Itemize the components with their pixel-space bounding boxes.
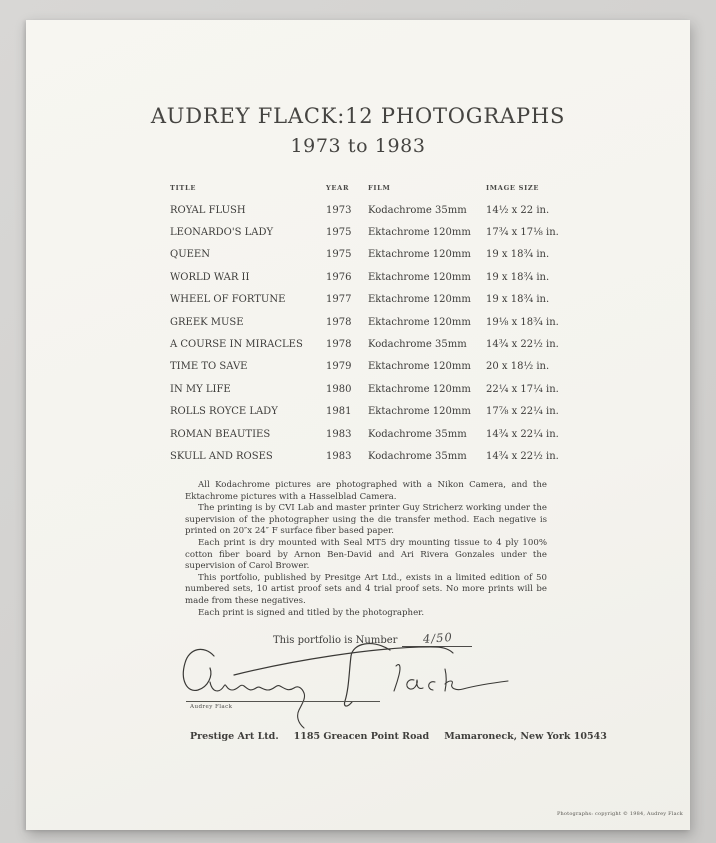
cell-year: 1977 <box>326 294 352 306</box>
table-row <box>170 445 626 467</box>
cell-film: Ektachrome 120mm <box>368 406 471 418</box>
cell-year: 1975 <box>326 249 352 261</box>
table-row <box>170 333 626 355</box>
edition-number-handwritten: 4/50 <box>422 629 453 647</box>
cell-size: 19 x 18¾ in. <box>486 271 550 283</box>
cell-film: Ektachrome 120mm <box>368 316 471 328</box>
cell-size: 20 x 18½ in. <box>486 361 550 373</box>
publisher-city: Mamaroneck, New York 10543 <box>444 731 607 742</box>
header-year: YEAR <box>326 184 350 192</box>
cell-year: 1978 <box>326 339 352 351</box>
cell-year: 1978 <box>326 316 352 328</box>
cell-film: Ektachrome 120mm <box>368 271 471 283</box>
signature-rule <box>186 701 380 702</box>
cell-size: 17¾ x 17⅛ in. <box>486 227 559 239</box>
table-row <box>170 423 626 445</box>
catalog-body <box>170 199 626 468</box>
cell-title: ROYAL FLUSH <box>170 204 246 216</box>
cell-year: 1983 <box>326 450 352 462</box>
cell-size: 14¾ x 22½ in. <box>486 450 559 462</box>
colophon-paragraph: All Kodachrome pictures are photographed with a Nikon Camera, and the Ektachrome pictures with a Hasselblad Camera. <box>185 480 547 502</box>
table-row <box>170 356 626 378</box>
cell-size: 19 x 18¾ in. <box>486 294 550 306</box>
table-row <box>170 244 626 266</box>
cell-title: A COURSE IN MIRACLES <box>170 339 303 351</box>
cell-size: 14¾ x 22¼ in. <box>486 428 559 440</box>
signature-printed-name: Audrey Flack <box>190 704 233 710</box>
cell-title: WHEEL OF FORTUNE <box>170 294 286 306</box>
cell-title: IN MY LIFE <box>170 383 231 395</box>
table-row <box>170 378 626 400</box>
cell-title: WORLD WAR II <box>170 271 250 283</box>
header-image-size: IMAGE SIZE <box>486 184 540 192</box>
table-row <box>170 289 626 311</box>
cell-title: TIME TO SAVE <box>170 361 248 373</box>
cell-year: 1981 <box>326 406 352 418</box>
table-row <box>170 199 626 221</box>
cell-title: QUEEN <box>170 249 210 261</box>
cell-film: Kodachrome 35mm <box>368 428 467 440</box>
cell-film: Ektachrome 120mm <box>368 294 471 306</box>
colophon-paragraph: The printing is by CVI Lab and master printer Guy Stricherz working under the supervision of the photographer using the die transfer method. Each negative is printed on 20″x 24″ F surface fiber based paper. <box>185 503 547 537</box>
cell-size: 19 x 18¾ in. <box>486 249 550 261</box>
cell-film: Ektachrome 120mm <box>368 361 471 373</box>
cell-title: GREEK MUSE <box>170 316 244 328</box>
cell-year: 1973 <box>326 204 352 216</box>
cell-size: 22¼ x 17¼ in. <box>486 383 559 395</box>
table-row <box>170 311 626 333</box>
catalog-header <box>170 176 626 199</box>
publisher-address: 1185 Greacen Point Road <box>293 731 430 742</box>
cell-year: 1979 <box>326 361 352 373</box>
cell-title: LEONARDO'S LADY <box>170 227 274 239</box>
colophon-paragraph: This portfolio, published by Presitge Art Ltd., exists in a limited edition of 50 numbered sets, 10 artist proof sets and 4 trial proof sets. No more prints will be made from these negatives. <box>185 572 547 606</box>
publisher-line <box>190 731 607 742</box>
colophon <box>185 480 547 619</box>
edition-label: This portfolio is Number <box>273 635 398 646</box>
header-title: TITLE <box>170 184 197 192</box>
cell-film: Ektachrome 120mm <box>368 249 471 261</box>
cell-size: 14½ x 22 in. <box>486 204 550 216</box>
cell-year: 1983 <box>326 428 352 440</box>
cell-film: Kodachrome 35mm <box>368 339 467 351</box>
table-row <box>170 221 626 243</box>
colophon-paragraph: Each print is dry mounted with Seal MT5 dry mounting tissue to 4 ply 100% cotton fiber board by Arnon Ben-David and Ari Rivera Gonzales under the supervision of Carol Brower. <box>185 537 547 572</box>
page-title: AUDREY FLACK:12 PHOTOGRAPHS <box>150 104 566 128</box>
header-film: FILM <box>368 184 391 192</box>
table-row <box>170 266 626 288</box>
colophon-paragraph: Each print is signed and titled by the photographer. <box>198 607 425 618</box>
publisher-name: Prestige Art Ltd. <box>190 731 279 742</box>
catalog-table <box>170 176 626 468</box>
portfolio-colophon-page <box>26 20 690 830</box>
cell-film: Kodachrome 35mm <box>368 450 467 462</box>
cell-title: SKULL AND ROSES <box>170 450 273 462</box>
cell-film: Ektachrome 120mm <box>368 383 471 395</box>
cell-film: Kodachrome 35mm <box>368 204 467 216</box>
table-row <box>170 401 626 423</box>
cell-year: 1976 <box>326 271 352 283</box>
cell-title: ROLLS ROYCE LADY <box>170 406 278 418</box>
page-subtitle: 1973 to 1983 <box>290 135 426 157</box>
cell-year: 1980 <box>326 383 352 395</box>
cell-size: 17⅞ x 22¼ in. <box>486 406 559 418</box>
cell-film: Ektachrome 120mm <box>368 227 471 239</box>
cell-size: 14¾ x 22½ in. <box>486 339 559 351</box>
cell-year: 1975 <box>326 227 352 239</box>
cell-size: 19⅛ x 18¾ in. <box>486 316 559 328</box>
cell-title: ROMAN BEAUTIES <box>170 428 271 440</box>
header-row <box>170 176 626 199</box>
copyright-note: Photographs: copyright © 1984, Audrey Flack <box>556 811 683 817</box>
page-title-block <box>26 104 690 157</box>
